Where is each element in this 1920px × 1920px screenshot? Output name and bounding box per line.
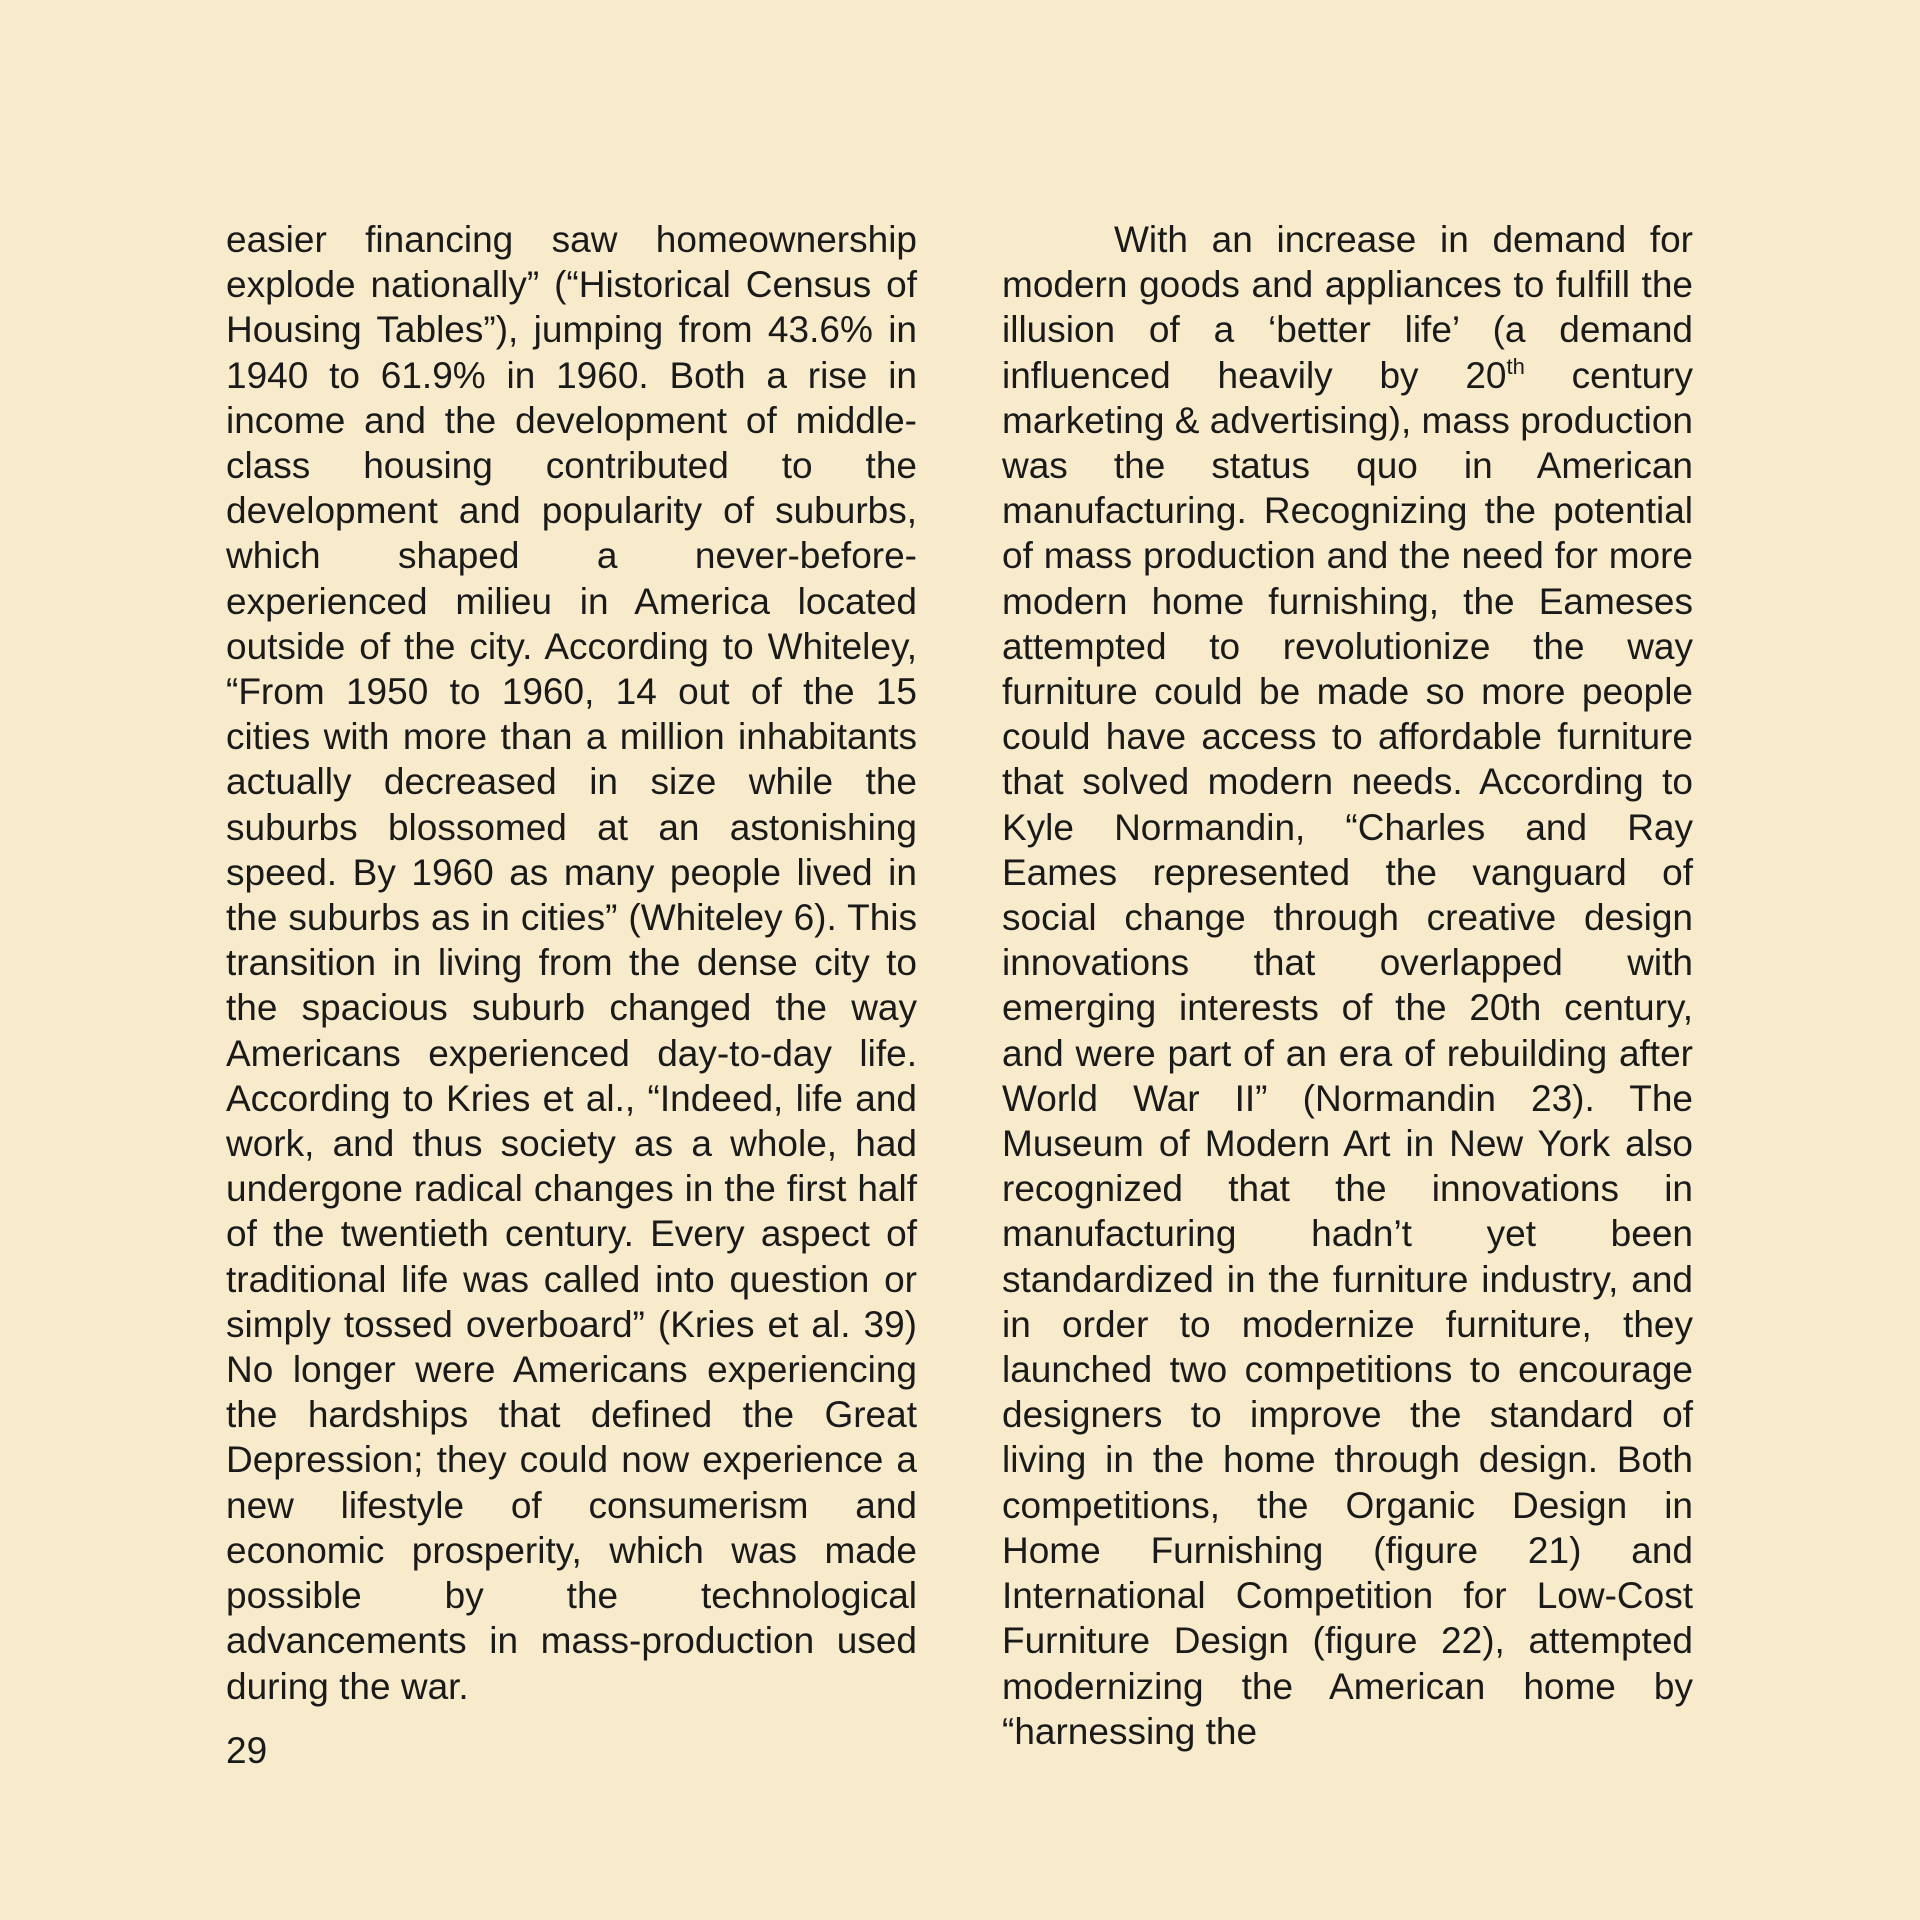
- left-text-column: [226, 217, 917, 1709]
- page-number: 29: [226, 1730, 268, 1771]
- right-text-column: [1002, 217, 1693, 1754]
- right-paragraph-text-start: With an increase in demand for modern goods and appliances to fulfill the illusion of a ‘better life’ (a demand influenced heavily by 20: [1002, 219, 1693, 396]
- ordinal-superscript: th: [1506, 353, 1525, 379]
- left-paragraph: easier financing saw homeownership explode nationally” (“Historical Census of Housing Tables”), jumping from 43.6% in 1940 to 61.9% in 1960. Both a rise in income and the development of middle-class housing contributed to the development and popularity of suburbs, which shaped a never-before-experienced milieu in America located outside of the city. According to Whiteley, “From 1950 to 1960, 14 out of the 15 cities with more than a million inhabitants actually decreased in size while the suburbs blossomed at an astonishing speed. By 1960 as many people lived in the suburbs as in cities” (Whiteley 6). This transition in living from the dense city to the spacious suburb changed the way Americans experienced day-to-day life. According to Kries et al., “Indeed, life and work, and thus society as a whole, had undergone radical changes in the first half of the twentieth century. Every aspect of traditional life was called into question or simply tossed overboard” (Kries et al. 39) No longer were Americans experiencing the hardships that defined the Great Depression; they could now experience a new lifestyle of consumerism and economic prosperity, which was made possible by the technological advancements in mass-production used during the war.: [226, 219, 917, 1707]
- right-paragraph: [1002, 217, 1693, 1754]
- right-paragraph-text-end: century marketing & advertising), mass production was the status quo in American manufacturing. Recognizing the potential of mass production and the need for more modern home furnishing, the Eameses attempted to revolutionize the way furniture could be made so more people could have access to affordable furniture that solved modern needs. According to Kyle Normandin, “Charles and Ray Eames represented the vanguard of social change through creative design innovations that overlapped with emerging interests of the 20th century, and were part of an era of rebuilding after World War II” (Normandin 23). The Museum of Modern Art in New York also recognized that the innovations in manufacturing hadn’t yet been standardized in the furniture industry, and in order to modernize furniture, they launched two competitions to encourage designers to improve the standard of living in the home through design. Both competitions, the Organic Design in Home Furnishing (figure 21) and International Competition for Low-Cost Furniture Design (figure 22), attempted modernizing the American home by “harnessing the: [1002, 354, 1693, 1752]
